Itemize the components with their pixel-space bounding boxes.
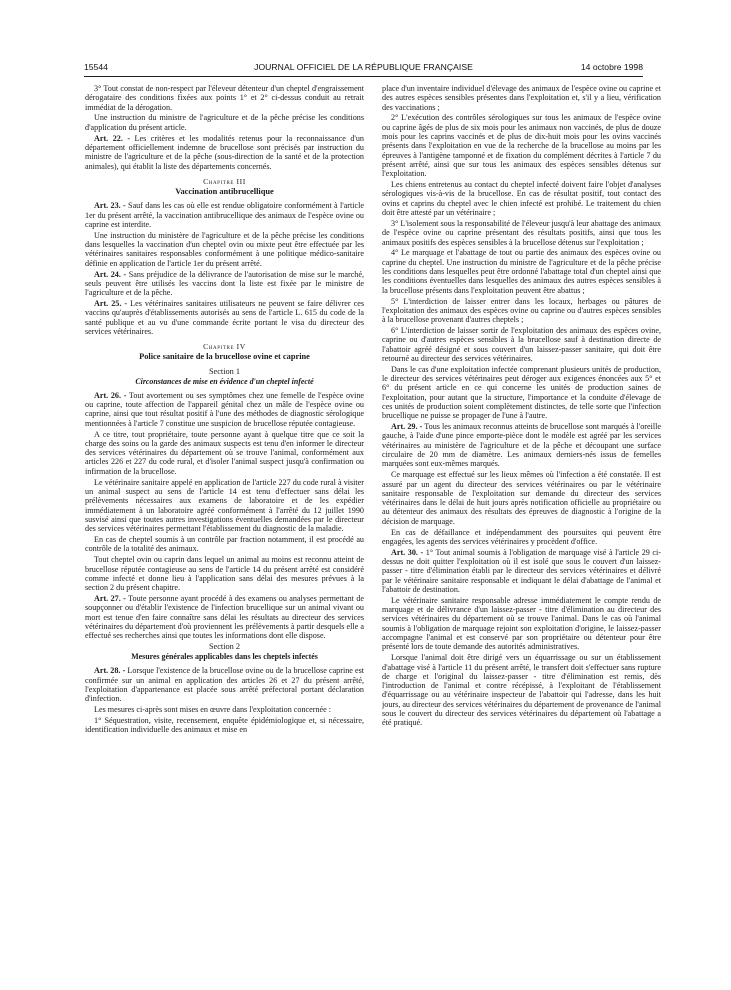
paragraph: 6° L'interdiction de laisser sortir de l'exploitation des animaux des espèces ovine, caprine ou d'autres espèces sensibles à la brucellose sauf à destination directe de l'abattoir agréé désigné et sous couvert d'un laissez-passer sanitaire, qui doit être retourné au directeur des services vétérinaires. bbox=[382, 325, 661, 363]
journal-title: JOURNAL OFFICIEL DE LA RÉPUBLIQUE FRANÇAISE bbox=[254, 62, 473, 72]
article-text: Les vétérinaires sanitaires utilisateurs ne peuvent se faire délivrer ces vaccins qu'auprès d'établissements autorisés au sens de l'article L. 615 du code de la santé publique et au vu d'une commande écrite portant le visa du directeur des services vétérinaires. bbox=[85, 299, 364, 336]
article-25 bbox=[85, 299, 364, 336]
article-27 bbox=[85, 594, 364, 640]
paragraph: Une instruction du ministère de l'agriculture et de la pêche précise les conditions dans lesquelles la vaccination d'un cheptel ovin ou mixte peut être effectuée par les vétérinaires sanitaires responsables conformément à une politique médico-sanitaire définie en application de l'article 1er du présent arrêté. bbox=[85, 230, 364, 268]
article-label: Art. 30. - bbox=[391, 547, 424, 557]
article-23 bbox=[85, 201, 364, 229]
article-text: Tout avortement ou ses symptômes chez une femelle de l'espèce ovine ou caprine, toute affection de l'appareil génital chez un mâle de l'espèce ovine ou caprine, ainsi que tout résultat positif à l'une des méthodes de diagnostic sérologique mentionnées à l'article 7 constitue une suspicion de brucellose réputée contagieuse. bbox=[85, 390, 364, 428]
paragraph: A ce titre, tout propriétaire, toute personne ayant à quelque titre que ce soit la charge des soins ou la garde des animaux suspects est tenu d'en informer le directeur des services vétérinaires du département où se trouve l'animal, conformément aux articles 226 et 227 du code rural, et d'isoler l'animal suspect jusqu'à confirmation ou infirmation de la brucellose. bbox=[85, 429, 364, 476]
paragraph: En cas de cheptel soumis à un contrôle par fraction notamment, il est procédé au contrôle de la totalité des animaux. bbox=[85, 535, 364, 554]
article-text: Toute personne ayant procédé à des examens ou analyses permettant de soupçonner ou d'établir l'existence de l'infection brucellique sur un animal vivant ou mort est tenue d'en faire connaître sans délai les résultats au directeur des services vétérinaires du département d'où proviennent les prélèvements à partir desquels elle a effectué ses recherches ainsi que toutes les informations dont elle dispose. bbox=[85, 594, 364, 641]
section-title: Circonstances de mise en évidence d'un cheptel infecté bbox=[135, 376, 314, 386]
paragraph: Les mesures ci-après sont mises en œuvre dans l'exploitation concernée : bbox=[94, 705, 332, 715]
article-text: Les critères et les modalités retenus pour la reconnaissance d'un département officiellement indemne de brucellose sont précisés par instruction du ministre de l'agriculture et de la pêche (sous-direction de la santé et de la protection animales), qui établit la liste des départements concernés. bbox=[85, 133, 364, 171]
paragraph: Lorsque l'animal doit être dirigé vers un équarrissage ou sur un établissement d'abattage visé à l'article 11 du présent arrêté, le transfert doit s'effectuer sans rupture de charge et l'original du laissez-passer - titre d'élimination est remis, dès l'introduction de l'animal et contre récépissé, à l'exploitant de l'établissement d'équarrissage ou au vétérinaire inspecteur de l'abattoir qui l'adresse, dans les huit jours, au directeur des services vétérinaires du département de provenance de l'animal sous le couvert du directeur des services vétérinaires du département où l'abattage a été pratiqué. bbox=[382, 653, 661, 728]
article-label: Art. 24. - bbox=[94, 269, 127, 279]
paragraph: 1° Séquestration, visite, recensement, enquête épidémiologique et, si nécessaire, identification individuelle des animaux et mise en bbox=[85, 716, 364, 735]
paragraph: Dans le cas d'une exploitation infectée comprenant plusieurs unités de production, le directeur des services vétérinaires peut déroger aux exigences énoncées aux 5° et 6° du présent article en ce qui concerne les unités de production saines de l'exploitation, pour autant que la structure, l'importance et la conduite d'élevage de ces unités de production soient complètement distinctes, de telle sorte que l'infection brucellique ne puisse se propager de l'une à l'autre. bbox=[382, 364, 661, 421]
chapter-heading: Chapitre IV bbox=[203, 342, 246, 352]
page-header bbox=[84, 62, 643, 76]
paragraph: 5° L'interdiction de laisser entrer dans les locaux, herbages ou pâtures de l'exploitation des animaux des espèces ovine ou caprine ou d'autres espèces sensibles à la brucellose provenant d'autres cheptels ; bbox=[382, 296, 661, 325]
section-title: Mesures générales applicables dans les cheptels infectés bbox=[131, 652, 318, 662]
header-rule bbox=[84, 76, 643, 77]
article-text: 1° Tout animal soumis à l'obligation de marquage visé à l'article 29 ci-dessus ne doit quitter l'exploitation où il est isolé que sous le couvert d'un laissez-passer - titre d'élimination établi par le directeur des services vétérinaires et délivré par le vétérinaire sanitaire responsable et indiquant le délai d'abattage de l'animal et l'abattoir de destination. bbox=[382, 547, 661, 594]
article-label: Art. 22. - bbox=[94, 133, 131, 143]
paragraph: Ce marquage est effectué sur les lieux mêmes où l'infection a été constatée. Il est assuré par un agent du directeur des services vétérinaires ou par le vétérinaire sanitaire responsable de l'exploitation sur demande du directeur des services vétérinaires dans le délai de huit jours après notification officielle au propriétaire ou au détenteur des animaux des résultats des épreuves de diagnostic à l'origine de la décision de marquage. bbox=[382, 470, 661, 526]
section-heading: Section 2 bbox=[208, 642, 241, 652]
article-label: Art. 27. - bbox=[94, 594, 126, 603]
article-22 bbox=[85, 134, 364, 171]
right-column bbox=[382, 84, 661, 950]
article-label: Art. 23. - bbox=[94, 201, 126, 211]
paragraph: Les chiens entretenus au contact du cheptel infecté doivent faire l'objet d'analyses sérologiques vis-à-vis de la brucellose. En cas de résultat positif, tout contact des ovins et caprins du cheptel avec le chien infecté est prohibé. Le traitement du chien doit être attesté par un vétérinaire ; bbox=[382, 180, 661, 218]
paragraph: Le vétérinaire sanitaire appelé en application de l'article 227 du code rural à visiter un animal suspect au sens de l'article 14 est tenu d'effectuer sans délai les prélèvements nécessaires aux examens de laboratoire et de les expédier immédiatement à un laboratoire agréé conformément à l'arrêté du 12 juillet 1990 susvisé ainsi que toutes autres investigations éventuelles demandées par le directeur des services vétérinaires permettant l'établissement du diagnostic de la maladie. bbox=[85, 477, 364, 534]
paragraph: 4° Le marquage et l'abattage de tout ou partie des animaux des espèces ovine ou caprine du cheptel. Une instruction du ministre de l'agriculture et de la pêche précise les conditions dans lesquelles peut être ordonné l'abattage total d'un cheptel ainsi que les conditions éventuelles dans lesquelles des animaux des autres espèces sensibles à la brucellose présents dans l'exploitation peuvent être abattus ; bbox=[382, 248, 661, 295]
chapter-title: Vaccination antibrucellique bbox=[175, 186, 274, 196]
article-label: Art. 25. - bbox=[94, 299, 128, 309]
article-text: Sauf dans les cas où elle est rendue obligatoire conformément à l'article 1er du présent arrêté, la vaccination antibrucellique des animaux de l'espèce ovine ou caprine est interdite. bbox=[85, 201, 364, 229]
paragraph: En cas de défaillance et indépendamment des poursuites qui peuvent être engagées, les agents des services vétérinaires y procèdent d'office. bbox=[382, 527, 661, 546]
section-heading: Section 1 bbox=[208, 366, 241, 376]
article-label: Art. 28. - bbox=[94, 666, 126, 676]
paragraph: Une instruction du ministre de l'agriculture et de la pêche précise les conditions d'application du présent article. bbox=[85, 113, 364, 132]
paragraph: place d'un inventaire individuel d'élevage des animaux de l'espèce ovine ou caprine et des autres espèces sensibles présentes dans l'exploitation et, s'il y a lieu, vérification des vaccinations ; bbox=[382, 84, 661, 112]
article-text: Tous les animaux reconnus atteints de brucellose sont marqués à l'oreille gauche, à l'aide d'une pince emporte-pièce dont le modèle est agréé par les services vétérinaires au ministère de l'agriculture et de la pêche et découpant une surface circulaire de 20 mm de diamètre. Les animaux derniers-nés issus de femelles marquées sont eux-mêmes marqués. bbox=[382, 422, 661, 469]
paragraph: 3° Tout constat de non-respect par l'éleveur détenteur d'un cheptel d'engraissement dérogataire des conditions fixées aux points 1° et 2° ci-dessus conduit au retrait immédiat de la dérogation. bbox=[85, 84, 364, 112]
paragraph: Tout cheptel ovin ou caprin dans lequel un animal au moins est reconnu atteint de brucellose réputée contagieuse au sens de l'article 14 du présent arrêté est considéré comme infecté et donne lieu à l'application sans délai des mesures prévues à la section 2 du présent chapitre. bbox=[85, 555, 364, 593]
issue-date: 14 octobre 1998 bbox=[580, 62, 643, 72]
left-column bbox=[85, 84, 364, 950]
page-number: 15544 bbox=[84, 62, 108, 72]
chapter-heading: Chapitre III bbox=[203, 176, 246, 186]
article-30 bbox=[382, 548, 661, 594]
article-label: Art. 29. - bbox=[391, 422, 423, 432]
chapter-title: Police sanitaire de la brucellose ovine et caprine bbox=[139, 352, 310, 362]
article-26 bbox=[85, 391, 364, 428]
paragraph: 3° L'isolement sous la responsabilité de l'éleveur jusqu'à leur abattage des animaux de l'espèce ovine ou caprine présentant des résultats positifs, ainsi que tous les animaux positifs des espèces sensibles à la brucellose détenus sur l'exploitation ; bbox=[382, 218, 661, 247]
paragraph: 2° L'exécution des contrôles sérologiques sur tous les animaux de l'espèce ovine ou caprine âgés de plus de six mois pour les animaux non vaccinés, de plus de douze mois pour les caprins vaccinés et de plus de dix-huit mois pour les ovins vaccinés présents dans l'exploitation en vue de la recherche de la brucellose au moins par les épreuves à l'antigène tamponné et de fixation du complément décrites à l'article 7 du présent arrêté, ainsi que sur tous les animaux des espèces sensibles détenus sur l'exploitation. bbox=[382, 113, 661, 179]
article-28 bbox=[85, 666, 364, 703]
article-label: Art. 26. - bbox=[94, 390, 127, 400]
paragraph: Le vétérinaire sanitaire responsable adresse immédiatement le compte rendu de marquage et de délivrance d'un laissez-passer - titre d'élimination au directeur des services vétérinaires du département où se trouve l'animal. Dans le cas où l'animal soumis à l'obligation de marquage rejoint son exploitation d'origine, le laissez-passer accompagne l'animal et est conservé par son propriétaire ou détenteur pour être présenté lors de toute demande des autorités administratives. bbox=[382, 595, 661, 652]
article-text: Sans préjudice de la délivrance de l'autorisation de mise sur le marché, seuls peuvent être utilisés les vaccins dont la liste est fixée par le ministre de l'agriculture et de la pêche. bbox=[85, 269, 364, 298]
article-24 bbox=[85, 270, 364, 298]
article-29 bbox=[382, 422, 661, 468]
article-text: Lorsque l'existence de la brucellose ovine ou de la brucellose caprine est confirmée sur un animal en application des articles 26 et 27 du présent arrêté, l'exploitation d'appartenance est placée sous arrêté préfectoral portant déclaration d'infection. bbox=[85, 666, 364, 704]
